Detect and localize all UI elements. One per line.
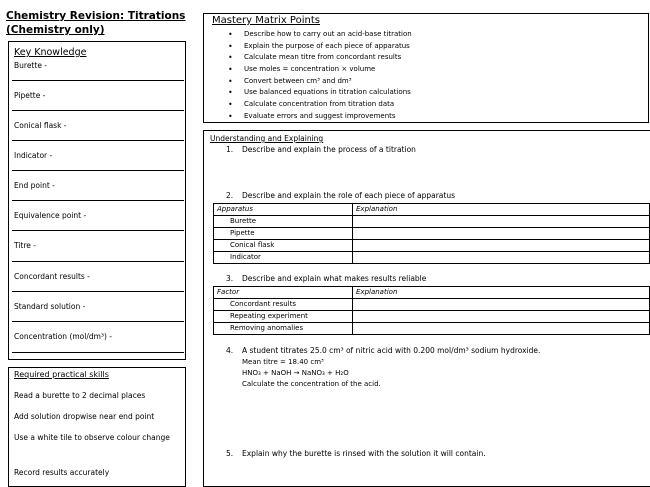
rp-item: Read a burette to 2 decimal places [14,391,146,400]
q4-instruction: Calculate the concentration of the acid. [242,380,381,388]
mastery-item: • Use moles = concentration × volume [228,64,412,76]
table-cell-label: Indicator [214,252,353,264]
table-row [214,311,650,323]
mastery-item: • Convert between cm³ and dm³ [228,76,412,88]
kk-answer-line[interactable] [12,80,184,81]
kk-item-indicator: Indicator - [14,151,53,160]
mastery-item: • Evaluate errors and suggest improvements [228,111,412,123]
table-row [214,252,650,264]
kk-item-equivalence-point: Equivalence point - [14,211,87,220]
title-line-1: Chemistry Revision: Titrations [6,10,186,22]
question-text: Describe and explain what makes results reliable [242,274,427,283]
mastery-item: • Explain the purpose of each piece of apparatus [228,41,412,53]
table-header: Apparatus [214,204,353,216]
question-number: 1. [226,145,234,154]
q4-equation: HNO₃ + NaOH → NaNO₃ + H₂O [242,369,349,377]
mastery-item: • Describe how to carry out an acid-base titration [228,29,412,41]
kk-item-conical-flask: Conical flask - [14,121,67,130]
table-row [214,216,650,228]
kk-answer-line[interactable] [12,321,184,322]
table-cell-label: Conical flask [214,240,353,252]
table-row [214,299,650,311]
table-cell-label: Repeating experiment [214,311,353,323]
kk-item-standard-solution: Standard solution - [14,302,86,311]
page-title [6,9,186,37]
table-header: Factor [214,287,353,299]
table-cell-answer[interactable] [353,216,650,228]
kk-answer-line[interactable] [12,291,184,292]
question-4 [226,345,540,357]
table-cell-label: Concordant results [214,299,353,311]
question-3 [226,273,426,285]
required-practical-heading: Required practical skills [14,370,109,379]
mastery-item: • Calculate concentration from titration data [228,99,412,111]
table-cell-label: Removing anomalies [214,323,353,335]
table-cell-answer[interactable] [353,252,650,264]
table-cell-answer[interactable] [353,311,650,323]
title-line-2: (Chemistry only) [6,24,105,36]
kk-answer-line[interactable] [12,230,184,231]
question-1 [226,144,416,156]
table-header: Explanation [353,204,650,216]
kk-answer-line[interactable] [12,200,184,201]
table-row [214,323,650,335]
kk-answer-line[interactable] [12,352,184,353]
kk-item-concentration: Concentration (mol/dm³) - [14,332,112,341]
mastery-item: • Calculate mean titre from concordant results [228,52,412,64]
kk-item-concordant-results: Concordant results - [14,272,90,281]
question-number: 4. [226,346,234,355]
rp-item: Add solution dropwise near end point [14,412,155,421]
kk-item-pipette: Pipette - [14,91,46,100]
question-2 [226,190,455,202]
q4-mean-titre: Mean titre = 18.40 cm³ [242,358,324,366]
table-cell-answer[interactable] [353,240,650,252]
key-knowledge-heading: Key Knowledge [14,47,87,58]
kk-answer-line[interactable] [12,170,184,171]
question-text: Explain why the burette is rinsed with the solution it will contain. [242,449,486,458]
question-text: Describe and explain the role of each piece of apparatus [242,191,455,200]
question-number: 5. [226,449,234,458]
kk-answer-line[interactable] [12,261,184,262]
question-text: Describe and explain the process of a titration [242,145,416,154]
reliability-table [213,286,650,335]
mastery-item: • Use balanced equations in titration calculations [228,87,412,99]
rp-item: Record results accurately [14,468,110,477]
kk-item-titre: Titre - [14,241,36,250]
rp-item: Use a white tile to observe colour change [14,433,170,442]
table-cell-answer[interactable] [353,323,650,335]
apparatus-table [213,203,650,264]
question-number: 3. [226,274,234,283]
table-header: Explanation [353,287,650,299]
mastery-matrix-list [228,29,412,123]
table-cell-label: Burette [214,216,353,228]
understanding-heading: Understanding and Explaining [210,134,324,143]
table-row [214,240,650,252]
kk-answer-line[interactable] [12,140,184,141]
mastery-matrix-heading: Mastery Matrix Points [212,15,320,26]
table-cell-answer[interactable] [353,228,650,240]
table-cell-label: Pipette [214,228,353,240]
table-cell-answer[interactable] [353,299,650,311]
table-row [214,228,650,240]
table-header-row [214,287,650,299]
question-5 [226,448,486,460]
kk-item-end-point: End point - [14,181,55,190]
question-number: 2. [226,191,234,200]
kk-item-burette: Burette - [14,61,48,70]
kk-answer-line[interactable] [12,110,184,111]
table-header-row [214,204,650,216]
question-text: A student titrates 25.0 cm³ of nitric acid with 0.200 mol/dm³ sodium hydroxide. [242,346,541,355]
